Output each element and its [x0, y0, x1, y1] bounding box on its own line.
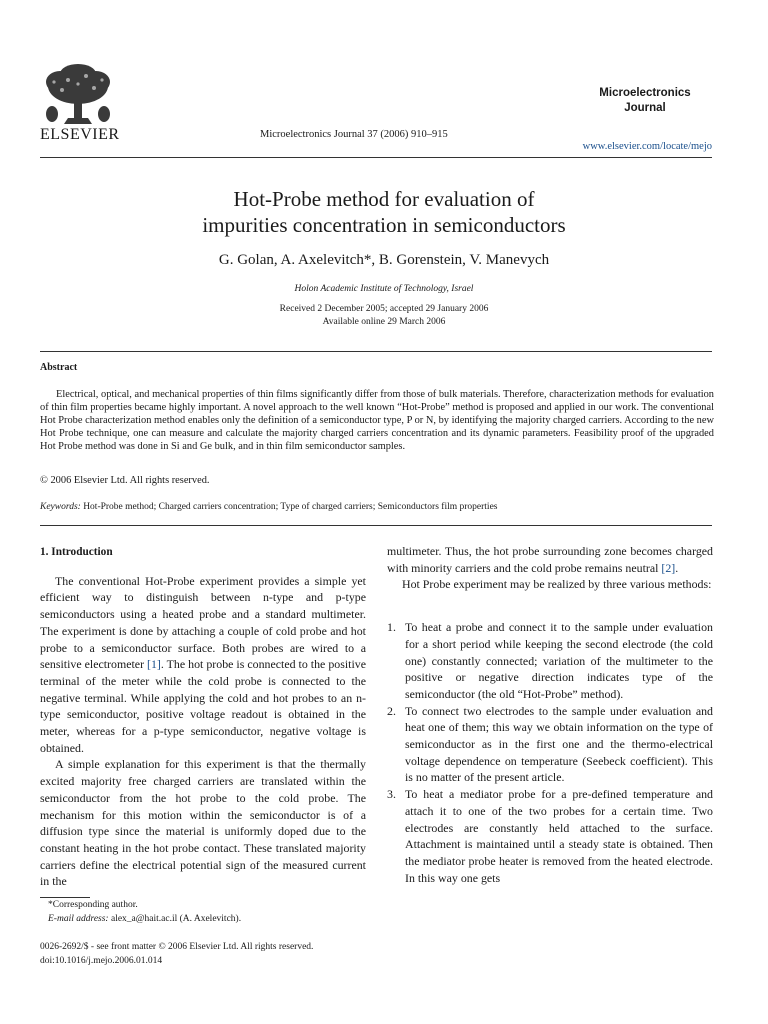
journal-name-line2: Journal: [624, 102, 666, 114]
abstract-heading: Abstract: [40, 362, 78, 373]
citation-link-2[interactable]: [2]: [661, 560, 676, 575]
available-date: Available online 29 March 2006: [322, 317, 446, 327]
footnote: [48, 898, 241, 926]
abstract-body: Electrical, optical, and mechanical properties of thin films significantly differ from those of bulk materials. Therefore, characterization methods for evaluation of thin film properties became highly important. A novel approach to the well known “Hot-Probe” method is proposed and applied in our work. The conventional Hot Probe characterization method enables only the definition of a semiconductor type, P or N, by identifying the majority charged carriers. According to the new Hot Probe technique, one can measure and calculate the majority charged carriers concentration and its dynamic parameters. Feasibility proof of the upgraded Hot Probe method was done in Si and Ge bulk, and in thin film semiconductor samples.: [40, 389, 714, 453]
list-item: [387, 786, 713, 886]
front-matter-line: 0026-2692/$ - see front matter © 2006 Elsevier Ltd. All rights reserved.: [40, 942, 314, 952]
intro-p3-text-a: multimeter. Thus, the hot probe surrounding zone becomes charged with minority carriers and the cold probe remains neutral: [387, 544, 713, 575]
intro-p1-text-a: The conventional Hot-Probe experiment provides a simple yet efficient way to distinguish between n-type and p-type semiconductors using a heated probe and a standard multimeter. The experiment is done by attaching a couple of cold probe and hot probe to a semiconductor surface. Both probes are wired to a sensitive electrometer: [40, 573, 366, 672]
corresponding-author: *Corresponding author.: [48, 900, 138, 910]
list-item: [387, 703, 713, 787]
title-line2: impurities concentration in semiconductors: [202, 213, 566, 237]
journal-name: [590, 86, 700, 116]
list-item-number: 2.: [387, 703, 396, 718]
keywords-text: Hot-Probe method; Charged carriers concentration; Type of charged carriers; Semiconductors film properties: [83, 502, 498, 512]
elsevier-tree-logo-icon: [38, 62, 118, 126]
keywords-label: Keywords:: [40, 502, 81, 512]
email-address: alex_a@hait.ac.il (A. Axelevitch).: [110, 914, 242, 924]
received-date: Received 2 December 2005; accepted 29 January 2006: [279, 304, 489, 314]
title-line1: Hot-Probe method for evaluation of: [233, 187, 535, 211]
intro-p3-text-b: .: [675, 560, 679, 575]
section-heading-introduction: 1. Introduction: [40, 546, 113, 558]
article-dates: [40, 303, 728, 329]
list-item-number: 3.: [387, 787, 396, 802]
intro-paragraph-2: A simple explanation for this experiment is that the thermally excited majority free charged carriers are translated within the semiconductor from the hot probe to the cold probe. The mechanism for this motion within the semiconductor is of a diffusion type since the material is uniformly doped due to the constant heating in the hot probe contact. These translated majority carriers define the electrical potential sign of the measured current in the: [40, 757, 366, 889]
abstract-copyright: © 2006 Elsevier Ltd. All rights reserved.: [40, 475, 210, 486]
header-rule: [40, 157, 712, 158]
intro-paragraph-4: Hot Probe experiment may be realized by three various methods:: [402, 577, 712, 592]
article-title: [40, 186, 728, 238]
journal-url-link[interactable]: www.elsevier.com/locate/mejo: [582, 141, 712, 152]
journal-name-line1: Microelectronics: [599, 87, 691, 99]
list-item-text: To heat a probe and connect it to the sample under evaluation for a short period while keeping the second electrode (the cold one) constantly connected; variation of the multimeter to the positive or negative direction indicates type of the semiconductor (the old “Hot-Probe” method).: [405, 620, 713, 701]
list-item-text: To heat a mediator probe for a pre-defined temperature and attach it to one of the two probes for a certain time. Two electrodes are constantly held attached to the surface. Attachment is maintained until a steady state is obtained. Then the mediator probe heater is removed from the heated electrode. In this way one gets: [405, 787, 713, 885]
list-item: [387, 619, 713, 703]
keywords-rule: [40, 525, 712, 526]
email-label: E-mail address:: [48, 914, 109, 924]
affiliation: Holon Academic Institute of Technology, Israel: [294, 284, 474, 294]
column-left: [40, 544, 366, 890]
column-right: [387, 543, 713, 886]
email-line: [48, 912, 241, 926]
list-item-text: To connect two electrodes to the sample under evaluation and heat one of them; this way we obtain information on the type of semiconductor as in the first one and the thermo-electrical voltage dependence on temperature (Seebeck coefficient). This is no matter of the present article.: [405, 703, 713, 785]
citation-link-1[interactable]: [1]: [147, 657, 161, 672]
list-spacer: [387, 593, 713, 619]
publisher-name: ELSEVIER: [40, 126, 120, 143]
page-footer: [40, 940, 313, 968]
list-item-number: 1.: [387, 620, 396, 635]
intro-p1-text-b: . The hot probe is connected to the positive terminal of the meter while the cold probe is connected to the negative terminal. While applying the cold and hot probes to an n-type semiconductor, positive voltage readout is obtained in the meter, whereas for a p-type semiconductor, negative voltage is obtained.: [40, 657, 366, 755]
intro-paragraph-1: [40, 573, 366, 757]
doi-line: doi:10.1016/j.mejo.2006.01.014: [40, 956, 163, 966]
journal-reference: Microelectronics Journal 37 (2006) 910–915: [260, 129, 448, 140]
intro-paragraph-3: [387, 543, 713, 576]
authors: G. Golan, A. Axelevitch*, B. Gorenstein, V. Manevych: [218, 252, 550, 268]
keywords: [40, 502, 498, 512]
abstract-top-rule: [40, 351, 712, 352]
